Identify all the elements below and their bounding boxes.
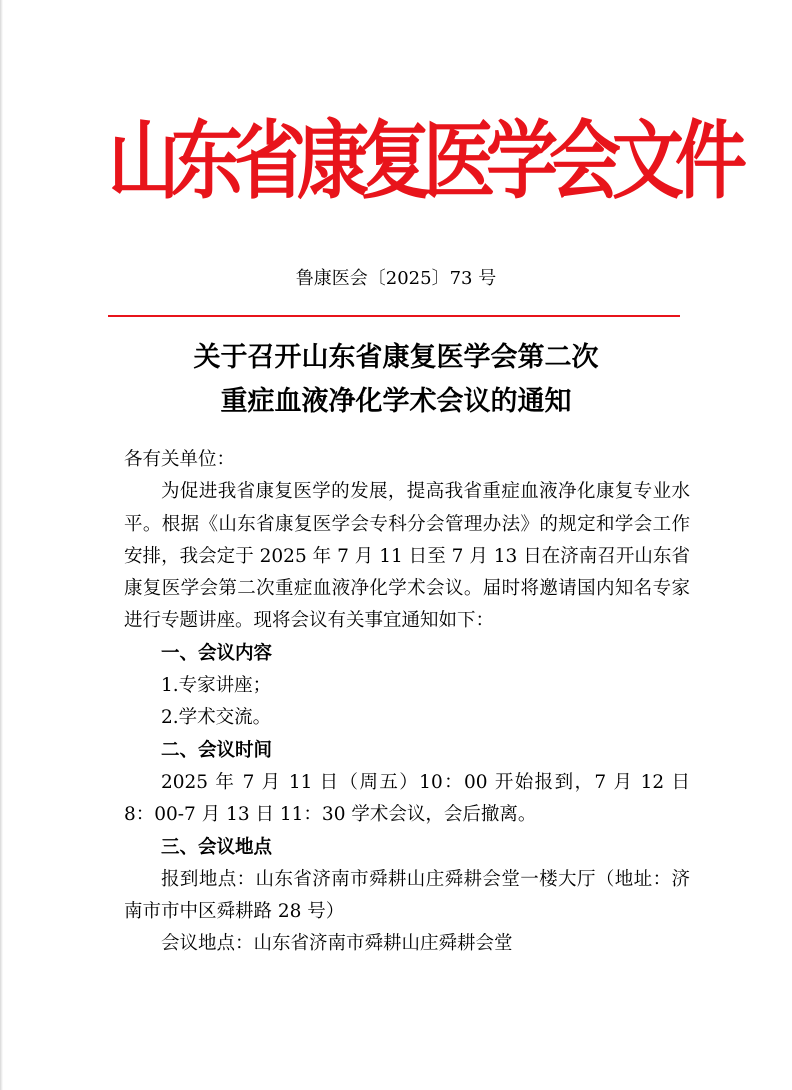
title-line-2: 重症血液净化学术会议的通知 xyxy=(220,386,572,417)
scan-edge-shadow xyxy=(0,0,3,1090)
section-1-item-2: 2.学术交流。 xyxy=(161,707,272,729)
section-2-heading: 二、会议时间 xyxy=(161,739,273,761)
section-3-venue: 会议地点：山东省济南市舜耕山庄舜耕会堂 xyxy=(161,933,513,955)
salutation: 各有关单位： xyxy=(124,449,236,470)
title-line-1: 关于召开山东省康复医学会第二次 xyxy=(193,342,599,373)
section-3-heading: 三、会议地点 xyxy=(161,836,273,858)
section-3-registration: 报到地点：山东省济南市舜耕山庄舜耕会堂一楼大厅（地址：济南市市中区舜耕路 28 号） xyxy=(124,868,690,923)
section-1-item-1: 1.专家讲座； xyxy=(161,675,272,697)
document-number: 鲁康医会〔2025〕73 号 xyxy=(295,268,497,289)
document-masthead: 山东省康复医学会文件 xyxy=(108,110,739,211)
document-body xyxy=(124,444,690,961)
section-1-heading: 一、会议内容 xyxy=(161,642,273,664)
intro-paragraph: 为促进我省康复医学的发展，提高我省重症血液净化康复专业水平。根据《山东省康复医学会专科分会管理办法》的规定和学会工作安排，我会定于 2025 年 7 月 11 日至 7 月 13 日在济南召开山东省康复医学会第二次重症血液净化学术会议。届时将邀请国内知名专家进行专题讲座。现将会议有关事宜通知如下： xyxy=(124,481,690,632)
red-separator-line xyxy=(108,315,680,317)
section-2-text: 2025 年 7 月 11 日（周五）10：00 开始报到，7 月 12 日 8：00-7 月 13 日 11：30 学术会议，会后撤离。 xyxy=(124,771,690,826)
document-title xyxy=(0,336,792,424)
